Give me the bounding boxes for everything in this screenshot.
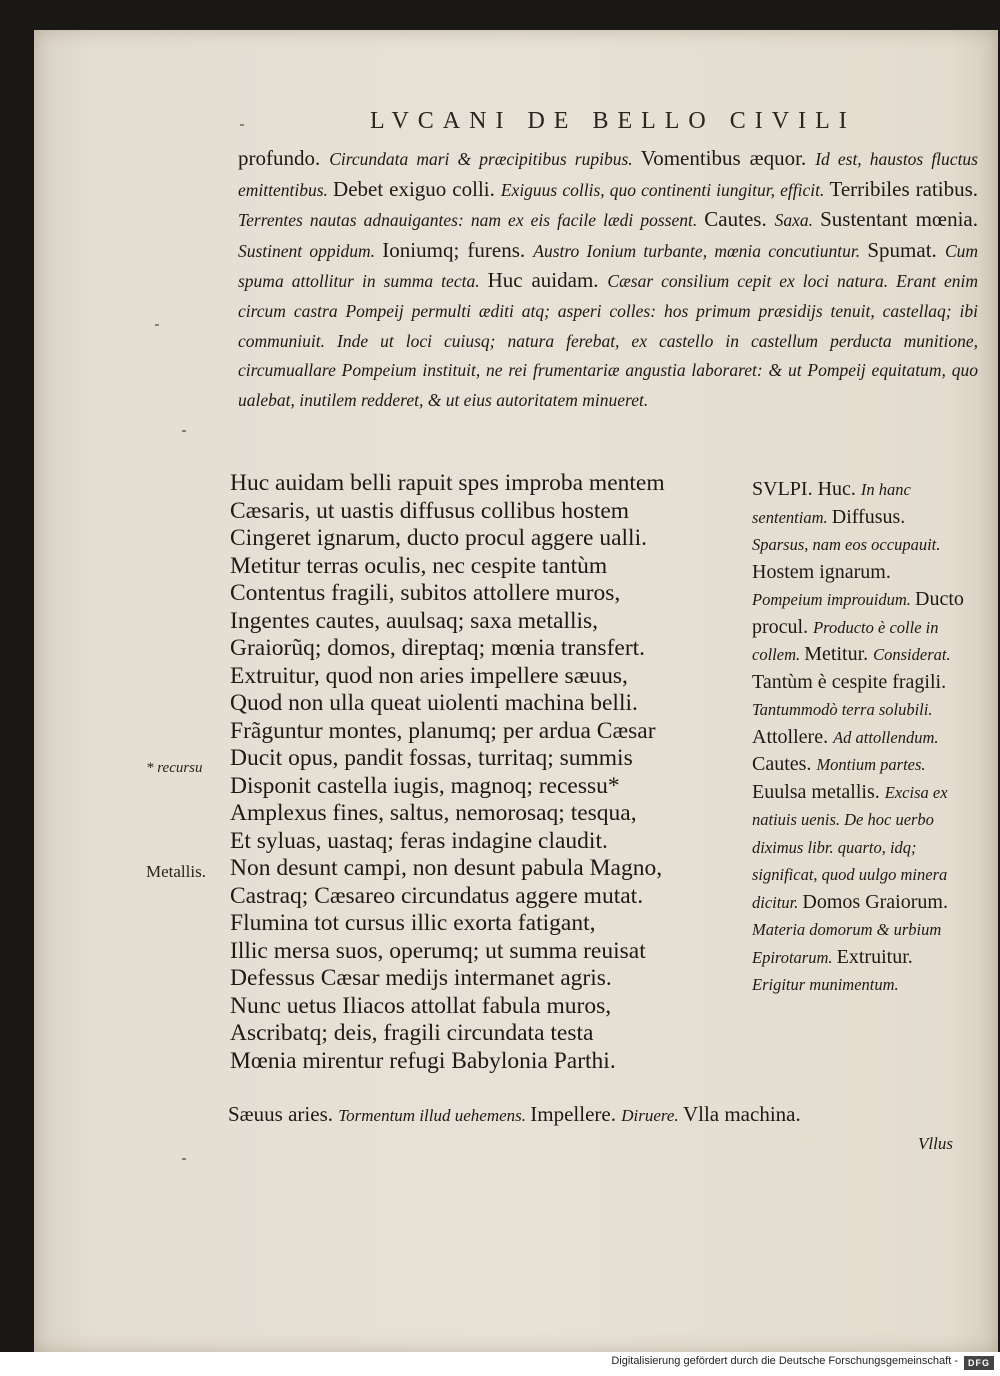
commentary-lemma: Sustentant mœnia. bbox=[820, 207, 978, 232]
commentary-lemma: Spumat. bbox=[867, 237, 945, 262]
funding-credit: Digitalisierung gefördert durch die Deutsche Forschungsgemeinschaft - bbox=[611, 1355, 958, 1367]
verse-line: Disponit castella iugis, magnoq; recessu* bbox=[230, 772, 620, 799]
side-note-gloss: Pompeium improuidum. bbox=[752, 590, 916, 609]
side-note-gloss: Tantummodò terra solubili. bbox=[752, 700, 933, 719]
verse-line: Frãguntur montes, planumq; per ardua Cæsar bbox=[230, 717, 656, 744]
bottom-lemma: Vlla machina. bbox=[682, 1102, 801, 1126]
dfg-logo-icon: DFG bbox=[964, 1356, 994, 1370]
verse-line: Cæsaris, ut uastis diffusus collibus hostem bbox=[230, 497, 630, 524]
verse-line: Et syluas, uastaq; feras indagine claudit. bbox=[230, 827, 608, 854]
commentary-gloss: Terrentes nautas adnauigantes: nam ex eis facile lædi possent. bbox=[238, 210, 705, 231]
commentary-lemma: Vomentibus æquor. bbox=[640, 146, 816, 170]
bottom-gloss-line bbox=[228, 1102, 988, 1127]
digitization-footer bbox=[0, 1352, 1000, 1376]
page-speck bbox=[182, 1158, 186, 1160]
verse-line: Metitur terras oculis, nec cespite tantùm bbox=[230, 552, 608, 579]
verse-line: Illic mersa suos, operumq; ut summa reuisat bbox=[230, 937, 646, 964]
verse-line: Graiorũq; domos, direptaq; mœnia transfert. bbox=[230, 635, 646, 661]
commentary-gloss: Cum spuma attollitur in summa tecta. bbox=[238, 240, 978, 292]
commentary-block bbox=[238, 144, 978, 415]
commentary-gloss: Exiguus collis, quo continenti iungitur, efficit. bbox=[500, 179, 830, 200]
side-note-gloss: In hanc sententiam. bbox=[752, 480, 911, 527]
side-note-lemma: Domos Graiorum. bbox=[802, 890, 948, 913]
commentary-lemma: Debet exiguo colli. bbox=[333, 176, 501, 201]
verse-line: Quod non ulla queat uiolenti machina belli. bbox=[230, 690, 638, 716]
commentary-lemma: Ioniumq; furens. bbox=[382, 237, 534, 262]
side-note-gloss: Erigitur munimentum. bbox=[752, 975, 899, 994]
running-title: LVCANI DE BELLO CIVILI bbox=[370, 108, 856, 134]
margin-note-metallis: Metallis. bbox=[146, 862, 206, 881]
commentary-gloss: Id est, haustos fluctus emittentibus. bbox=[238, 149, 978, 200]
verse-line: Ascribatq; deis, fragili circundata testa bbox=[230, 1020, 594, 1046]
bottom-gloss: Diruere. bbox=[621, 1106, 683, 1125]
side-note-lemma: Metitur. bbox=[804, 643, 874, 665]
verse-line: Castraq; Cæsareo circundatus aggere mutat. bbox=[230, 882, 644, 909]
verse-line: Nunc uetus Iliacos attollat fabula muros, bbox=[230, 992, 612, 1019]
verse-line: Ingentes cautes, auulsaq; saxa metallis, bbox=[230, 607, 599, 634]
commentary-gloss: Circundata mari & præcipitibus rupibus. bbox=[329, 149, 641, 169]
commentary-lemma: profundo. bbox=[238, 146, 330, 170]
page-speck bbox=[182, 430, 186, 432]
side-note-gloss: Producto è colle in collem. bbox=[752, 617, 939, 664]
side-note-gloss: Montium partes. bbox=[816, 755, 926, 774]
side-note-lemma: Ducto procul. bbox=[752, 588, 964, 638]
verse-line: Contentus fragili, subitos attollere muros, bbox=[230, 580, 621, 606]
side-note-lemma: Cautes. bbox=[752, 753, 817, 775]
bottom-lemma: Impellere. bbox=[530, 1102, 622, 1126]
commentary-lemma: Cautes. bbox=[704, 207, 775, 232]
side-note-gloss: Ad attollendum. bbox=[833, 727, 939, 747]
catchword: Vllus bbox=[918, 1134, 953, 1153]
side-notes-column bbox=[752, 476, 964, 999]
side-note-lemma: Tantùm è cespite fragili. bbox=[752, 670, 947, 693]
commentary-gloss: Cæsar consilium cepit ex loci natura. Erant enim circum castra Pompeij permulti æditi atq; asperi colles: hos primum præsidijs tenuit, castellaq; ibi communiuit. Inde ut loci cuiusq; natura ferebat, ex castello in castellum perducta munitione, circumuallare Pompeium instituit, ne rei frumentariæ angustia laboraret: & ut Pompeij equitatum, quo ualebat, inutilem redderet, & ut eius autoritatem minueret. bbox=[238, 271, 979, 410]
verse-line: Cingeret ignarum, ducto procul aggere ualli. bbox=[230, 525, 647, 551]
commentary-lemma: Terribiles ratibus. bbox=[829, 176, 979, 201]
commentary-gloss: Austro Ionium turbante, mœnia concutiuntur. bbox=[533, 240, 868, 261]
page-speck bbox=[155, 324, 159, 326]
verse-line: Non desunt campi, non desunt pabula Magno, bbox=[230, 855, 663, 881]
commentary-lemma: Huc auidam. bbox=[487, 268, 608, 293]
verse-line: Ducit opus, pandit fossas, turritaq; summis bbox=[230, 745, 633, 771]
verse-line: Flumina tot cursus illic exorta fatigant, bbox=[230, 910, 596, 936]
side-note-lemma: Diffusus. bbox=[831, 505, 906, 528]
commentary-gloss: Saxa. bbox=[774, 210, 821, 231]
side-note-gloss: Excisa ex natiuis uenis. De hoc uerbo diximus libr. quarto, idq; significat, quod uulgo minera dicitur. bbox=[752, 782, 948, 912]
verse-line: Mœnia mirentur refugi Babylonia Parthi. bbox=[230, 1047, 616, 1074]
verse-line: Extruitur, quod non aries impellere sæuus, bbox=[230, 662, 628, 689]
side-note-lemma: Euulsa metallis. bbox=[752, 780, 885, 803]
side-note-lemma: SVLPI. Huc. bbox=[752, 478, 861, 500]
commentary-gloss: Sustinent oppidum. bbox=[238, 240, 383, 261]
margin-note-recursu: * recursu bbox=[146, 760, 203, 776]
bottom-lemma: Sæuus aries. bbox=[228, 1102, 339, 1126]
side-note-gloss: Sparsus, nam eos occupauit. bbox=[752, 535, 941, 554]
verse-line: Amplexus fines, saltus, nemorosaq; tesqua, bbox=[230, 800, 637, 826]
page-speck bbox=[240, 124, 244, 126]
side-note-lemma: Attollere. bbox=[752, 725, 834, 748]
bottom-gloss: Tormentum illud uehemens. bbox=[338, 1106, 531, 1125]
side-note-gloss: Materia domorum & urbium Epirotarum. bbox=[752, 920, 942, 967]
side-note-lemma: Extruitur. bbox=[836, 945, 913, 968]
side-note-gloss: Considerat. bbox=[873, 645, 951, 664]
verse-line: Huc auidam belli rapuit spes improba mentem bbox=[230, 470, 665, 496]
verse-column bbox=[230, 470, 740, 1075]
verse-line: Defessus Cæsar medijs intermanet agris. bbox=[230, 965, 612, 991]
side-note-lemma: Hostem ignarum. bbox=[752, 560, 891, 583]
